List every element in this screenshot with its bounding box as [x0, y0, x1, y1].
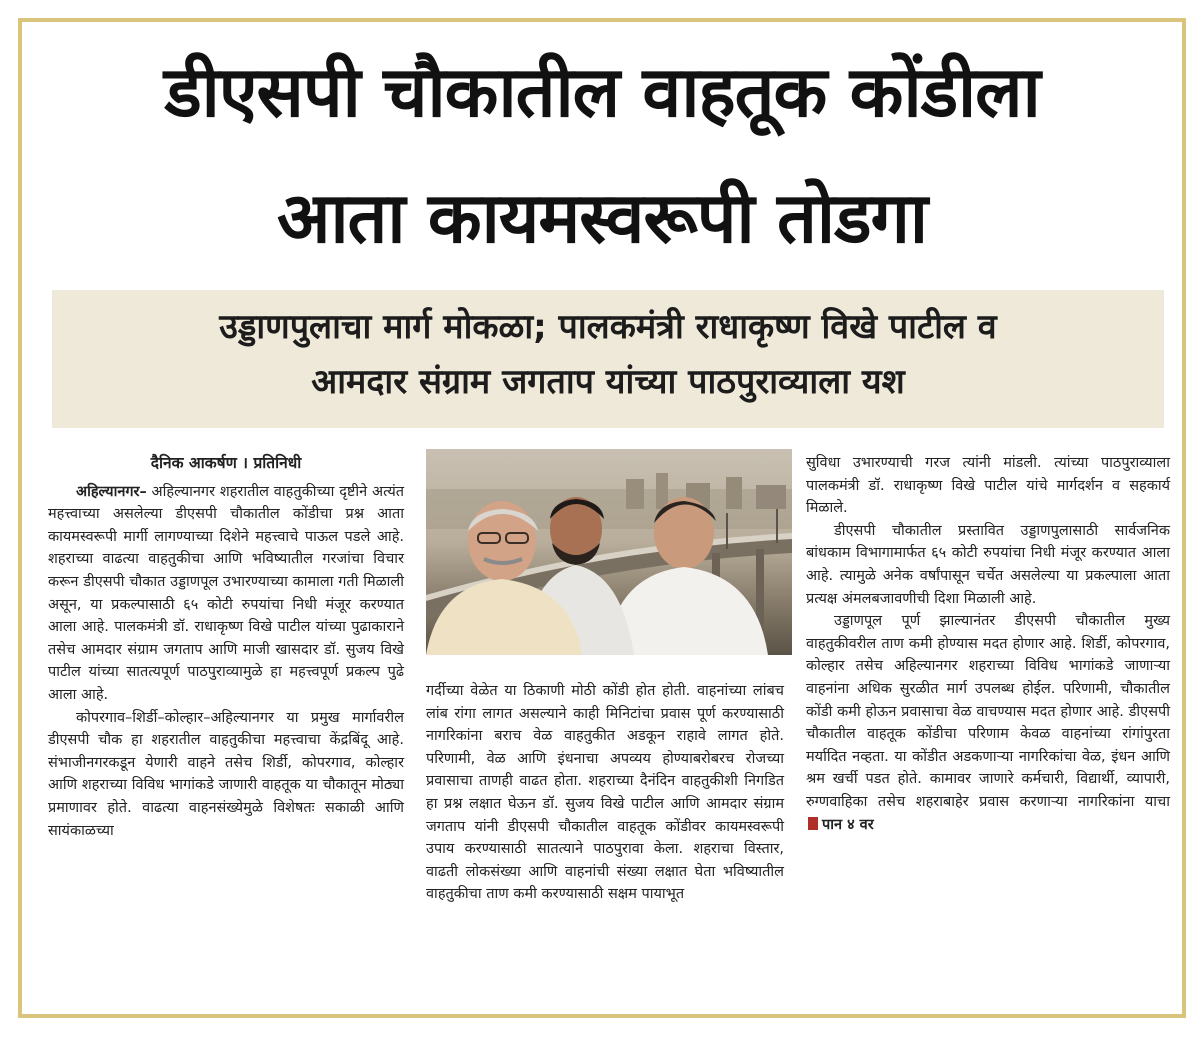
photo-illustration — [426, 449, 792, 655]
article-column-2 — [426, 680, 784, 906]
article-paragraph: गर्दीच्या वेळेत या ठिकाणी मोठी कोंडी होत होती. वाहनांच्या लांबच लांब रांगा लागत असल्याने काही मिनिटांचा प्रवास पूर्ण करण्यासाठी नागरिकांना बराच वेळ वाहतुकीत अडकून राहावे लागत होते. परिणामी, वेळ आणि इंधनाचा अपव्यय होण्याबरोबरच रोजच्या प्रवासाचा ताणही वाढत होता. शहराच्या दैनंदिन वाहतुकीशी निगडित हा प्रश्न लक्षात घेऊन डॉ. सुजय विखे पाटील आणि आमदार संग्राम जगताप यांनी डीएसपी चौकातील वाहतूक कोंडीवर कायमस्वरूपी उपाय करण्यासाठी सातत्याने पाठपुरावा केला. शहराचा विस्तार, वाढती लोकसंख्या आणि वाहनांची संख्या लक्षात घेता भविष्यातील वाहतुकीचा ताण कमी करण्यासाठी सक्षम पायाभूत — [426, 683, 784, 903]
article-paragraph: सुविधा उभारण्याची गरज त्यांनी मांडली. त्यांच्या पाठपुराव्याला पालकमंत्री डॉ. राधाकृष्ण विखे पाटील यांचे मार्गदर्शन व सहकार्य मिळाले. — [806, 455, 1170, 517]
subheadline-line-2: आमदार संग्राम जगताप यांच्या पाठपुराव्याला यश — [311, 362, 905, 402]
article-paragraph: कोपरगाव–शिर्डी–कोल्हार–अहिल्यानगर या प्रमुख मार्गावरील डीएसपी चौक हा शहरातील वाहतुकीचा महत्त्वाचा केंद्रबिंदू आहे. संभाजीनगरकडून येणारी वाहने तसेच शिर्डी, कोपरगाव, कोल्हार आणि शहराच्या विविध भागांकडे जाणारी वाहतूक या चौकातून मोठ्या प्रमाणावर होते. वाढत्या वाहनसंख्येमुळे विशेषतः सकाळी आणि सायंकाळच्या — [48, 709, 404, 839]
article-paragraph — [806, 610, 1170, 836]
subheadline-line-1: उड्डाणपुलाचा मार्ग मोकळा; पालकमंत्री राधाकृष्ण विखे पाटील व — [219, 307, 997, 347]
article-column-3 — [806, 452, 1170, 836]
continued-on-page[interactable] — [806, 817, 874, 833]
dateline: अहिल्यानगर– — [76, 483, 147, 500]
paragraph-text: उड्डाणपूल पूर्ण झाल्यानंतर डीएसपी चौकातील मुख्य वाहतुकीवरील ताण कमी होण्यास मदत होणार आहे. शिर्डी, कोपरगाव, कोल्हार तसेच अहिल्यानगर शहराच्या विविध भागांकडे जाणाऱ्या वाहनांना अधिक सुरळीत मार्ग उपलब्ध होईल. परिणामी, चौकातील कोंडी कमी होऊन प्रवासाचा वेळ वाचण्यास मदत होणार आहे. डीएसपी चौकातील वाहतूक कोंडीचा परिणाम केवळ वाहनांच्या रांगांपुरता मर्यादित नव्हता. या कोंडीत अडकणाऱ्या नागरिकांचा वेळ, इंधन आणि श्रम खर्ची पडत होते. कामावर जाणारे कर्मचारी, विद्यार्थी, व्यापारी, रुग्णवाहिका तसेच शहराबाहेर प्रवास करणाऱ्या नागरिकांना याचा — [806, 613, 1170, 810]
paragraph-text: अहिल्यानगर शहरातील वाहतुकीच्या दृष्टीने अत्यंत महत्त्वाच्या असलेल्या डीएसपी चौकातील कोंडीचा प्रश्न आता कायमस्वरूपी मार्गी लागण्याच्या दिशेने महत्त्वाचे पाऊल पडले आहे. शहराच्या वाढत्या वाहतुकीचा आणि भविष्यातील गरजांचा विचार करून डीएसपी चौकात उड्डाणपूल उभारण्याच्या कामाला गती मिळाली असून, या प्रकल्पासाठी ६५ कोटी रुपयांचा निधी मंजूर करण्यात आला आहे. पालकमंत्री डॉ. राधाकृष्ण विखे पाटील यांच्या पुढाकाराने तसेच आमदार संग्राम जगताप आणि माजी खासदार डॉ. सुजय विखे पाटील यांच्या सातत्यपूर्ण पाठपुराव्यामुळे हा महत्त्वपूर्ण प्रकल्प पुढे आला आहे. — [48, 483, 404, 703]
red-square-icon — [808, 817, 818, 830]
headline-line-1: डीएसपी चौकातील वाहतूक कोंडीला — [164, 51, 1040, 133]
article-column-1 — [48, 452, 404, 842]
byline: दैनिक आकर्षण । प्रतिनिधी — [150, 454, 302, 472]
article-paragraph: डीएसपी चौकातील प्रस्तावित उड्डाणपुलासाठी सार्वजनिक बांधकाम विभागामार्फत ६५ कोटी रुपयांचा निधी मंजूर करण्यात आला आहे. त्यामुळे अनेक वर्षांपासून चर्चेत असलेल्या या प्रकल्पाला आता प्रत्यक्ष अंमलबजावणीची दिशा मिळाली आहे. — [806, 522, 1170, 607]
continued-label: पान ४ वर — [822, 816, 874, 833]
headline-line-2: आता कायमस्वरूपी तोडगा — [276, 177, 928, 259]
article-paragraph — [48, 481, 404, 707]
article-photo — [426, 449, 792, 655]
